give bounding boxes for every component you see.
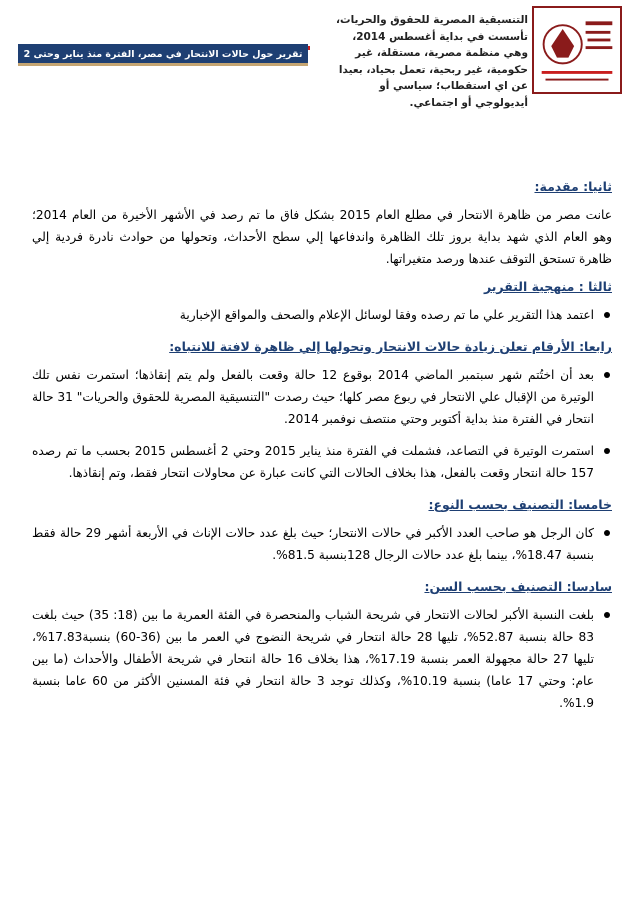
- section-title-numbers: رابعا: الأرقام تعلن زيادة حالات الانتحار وتحولها إلي ظاهرة لافتة للانتباه:: [169, 339, 612, 354]
- bullet-icon: [604, 372, 610, 378]
- logo-emblem-icon: [534, 8, 620, 92]
- section-title-gender: خامسا: التصنيف بحسب النوع:: [428, 497, 612, 512]
- bullet-icon: [604, 612, 610, 618]
- list-item: [32, 440, 612, 484]
- list-item: [32, 304, 612, 326]
- organization-logo: [532, 6, 622, 94]
- list-item: [32, 522, 612, 566]
- report-body: [32, 170, 612, 724]
- organization-description: التنسيقية المصرية للحقوق والحريات، تأسست في بداية أغسطس 2014، وهي منظمة مصرية، مستقلة، غير حكومية، غير ربحية، تعمل بحياد، بعيدا عن اي استقطاب؛ سياسي أو أيديولوجي أو اجتماعي.: [336, 14, 528, 109]
- numbers-list: [32, 364, 612, 484]
- list-item-text: بلغت النسبة الأكبر لحالات الانتحار في شريحة الشباب والمنحصرة في الفئة العمرية ما بين (18: 35) حيث بلغت 83 حالة بنسبة 52.87%، تليها 28 حالة انتحار في شريحة النضوج في العمر ما بين (36-60) بنسبة17.83%، تليها 27 حالة مجهولة العمر بنسبة 17.19%، هذا بخلاف 16 حالة انتحار في شريحة الأطفال والأحداث (ما بين عام: وحتي 17 عاما) بنسبة 10.19%، وكذلك توجد 3 حالة انتحار في فئة المسنين الأكثر من 60 عاما بنسبة 1.9%.: [32, 608, 595, 710]
- section-title-age: سادسا: التصنيف بحسب السن:: [424, 579, 612, 594]
- report-title-banner: تقرير حول حالات الانتحار في مصر، الفترة منذ يناير وحتى 2 أغسطس 2015: [18, 44, 308, 66]
- section-title-intro: ثانيا: مقدمة:: [534, 179, 612, 194]
- bullet-icon: [604, 448, 610, 454]
- intro-paragraph: عانت مصر من ظاهرة الانتحار في مطلع العام 2015 بشكل فاق ما تم رصد في الأشهر الأخيرة من العام 2014؛ وهو العام الذي شهد بداية بروز تلك الظاهرة واندفاعها إلي سطح الأحداث، وتحولها من حوادث نادرة فردية إلي ظاهرة تستحق التوقف عندها ورصد متغيراتها.: [32, 208, 612, 266]
- methodology-list: [32, 304, 612, 326]
- list-item-text: بعد أن اختُتم شهر سبتمبر الماضي 2014 بوقوع 12 حالة وقعت بالفعل ولم يتم إنقاذها؛ استمرت نفس تلك الوتيرة من الإقبال علي الانتحار في ربوع مصر كلها؛ حيث رصدت "التنسيقية المصرية للحقوق والحريات" 31 حالة انتحار في الفترة منذ بداية أكتوبر وحتي منتصف نوفمبر 2014.: [32, 368, 594, 426]
- list-item-text: استمرت الوتيرة في التصاعد، فشملت في الفترة منذ يناير 2015 وحتي 2 أغسطس 2015 بحسب ما تم رصده 157 حالة انتحار وقعت بالفعل، هذا بخلاف الحالات التي كانت عبارة عن محاولات انتحار فقط، وتم إنقاذها.: [32, 444, 594, 480]
- list-item: [32, 364, 612, 430]
- bullet-icon: [604, 530, 610, 536]
- bullet-icon: [604, 312, 610, 318]
- age-list: [32, 604, 612, 714]
- gender-list: [32, 522, 612, 566]
- list-item-text: اعتمد هذا التقرير علي ما تم رصده وفقا لوسائل الإعلام والصحف والمواقع الإخبارية: [179, 308, 594, 322]
- list-item: [32, 604, 612, 714]
- section-title-methodology: ثالثا : منهجية التقرير: [483, 279, 612, 294]
- list-item-text: كان الرجل هو صاحب العدد الأكبر في حالات الانتحار؛ حيث بلغ عدد حالات الإناث في الأربعة أشهر 29 حالة فقط بنسبة 18.47%، بينما بلغ عدد حالات الرجال 128بنسبة 81.5%.: [32, 526, 594, 562]
